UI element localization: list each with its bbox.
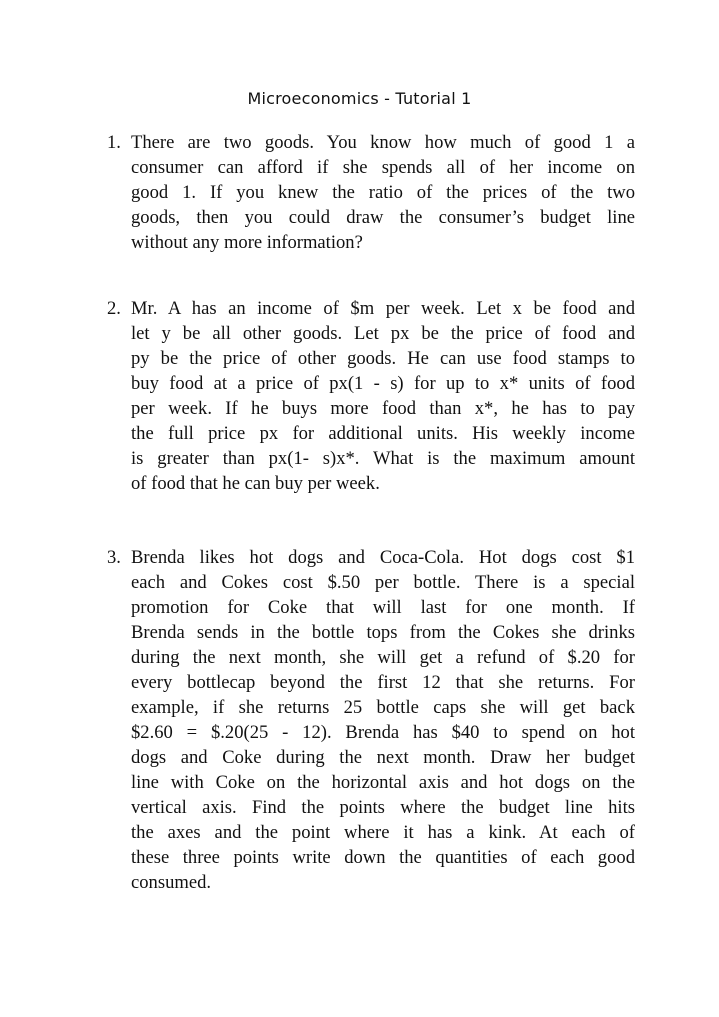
text-line: these three points write down the quantities of each good — [131, 847, 635, 868]
question-number: 1. — [107, 132, 121, 153]
question-text — [131, 296, 635, 496]
text-line: every bottlecap beyond the first 12 that she returns. For — [131, 672, 635, 693]
text-line: the axes and the point where it has a kink. At each of — [131, 822, 635, 843]
text-line: vertical axis. Find the points where the budget line hits — [131, 797, 635, 818]
text-line: There are two goods. You know how much of good 1 a — [131, 132, 635, 153]
text-line: buy food at a price of px(1 - s) for up to x* units of food — [131, 373, 635, 394]
question-number: 2. — [107, 298, 121, 319]
question-2 — [107, 296, 635, 496]
question-1 — [107, 130, 635, 255]
text-line: each and Cokes cost $.50 per bottle. There is a special — [131, 572, 635, 593]
question-text — [131, 545, 635, 895]
text-line: of food that he can buy per week. — [131, 473, 380, 494]
question-3 — [107, 545, 635, 895]
text-line: per week. If he buys more food than x*, he has to pay — [131, 398, 635, 419]
text-line: dogs and Coke during the next month. Draw her budget — [131, 747, 635, 768]
text-line: goods, then you could draw the consumer’s budget line — [131, 207, 635, 228]
question-text — [131, 130, 635, 255]
page-title: Microeconomics - Tutorial 1 — [247, 89, 472, 108]
text-line: promotion for Coke that will last for one month. If — [131, 597, 635, 618]
text-line: $2.60 = $.20(25 - 12). Brenda has $40 to spend on hot — [131, 722, 635, 743]
text-line: the full price px for additional units. His weekly income — [131, 423, 635, 444]
text-line: line with Coke on the horizontal axis and hot dogs on the — [131, 772, 635, 793]
text-line: without any more information? — [131, 232, 363, 253]
text-line: Brenda sends in the bottle tops from the Cokes she drinks — [131, 622, 635, 643]
text-line: consumed. — [131, 872, 212, 893]
text-line: during the next month, she will get a refund of $.20 for — [131, 647, 635, 668]
text-line: is greater than px(1- s)x*. What is the maximum amount — [131, 448, 635, 469]
text-line: good 1. If you knew the ratio of the prices of the two — [131, 182, 635, 203]
text-line: example, if she returns 25 bottle caps she will get back — [131, 697, 635, 718]
text-line: let y be all other goods. Let px be the price of food and — [131, 323, 635, 344]
text-line: consumer can afford if she spends all of her income on — [131, 157, 635, 178]
text-line: Mr. A has an income of $m per week. Let x be food and — [131, 298, 635, 319]
text-line: Brenda likes hot dogs and Coca-Cola. Hot dogs cost $1 — [131, 547, 635, 568]
text-line: py be the price of other goods. He can use food stamps to — [131, 348, 635, 369]
question-number: 3. — [107, 547, 121, 568]
